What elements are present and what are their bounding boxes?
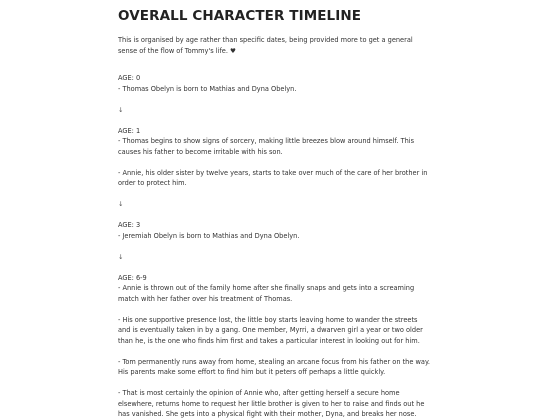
- spacer: [118, 115, 430, 126]
- spacer: [118, 189, 430, 200]
- timeline-item: - Thomas Obelyn is born to Mathias and Dyna Obelyn.: [118, 84, 297, 93]
- spacer: [118, 346, 430, 357]
- age-heading: AGE: 6-9: [118, 273, 147, 282]
- spacer: [118, 94, 430, 105]
- timeline: [118, 73, 430, 420]
- timeline-item: - Annie is thrown out of the family home after she finally snaps and gets into a screaming match with her father over his treatment of Thomas.: [118, 284, 415, 303]
- spacer: [118, 241, 430, 252]
- age-heading: AGE: 0: [118, 74, 141, 82]
- age-heading: AGE: 3: [118, 221, 141, 229]
- age-heading: AGE: 1: [118, 126, 141, 135]
- timeline-section-age-1: [118, 126, 430, 189]
- timeline-item: - That is most certainly the opinion of Annie who, after getting herself a secure home elsewhere, returns home to request her little brother is given to her to raise and finds out he has vanished. She gets into a physical fight with their mother, Dyna, and breaks her nose.: [118, 389, 425, 418]
- down-arrow-icon: ↓: [118, 252, 124, 261]
- timeline-item: - Thomas begins to show signs of sorcery, making little breezes blow around himself. This causes his father to become irritable with his son.: [118, 137, 415, 156]
- spacer: [118, 157, 430, 168]
- page-title: OVERALL CHARACTER TIMELINE: [118, 8, 362, 24]
- spacer: [118, 210, 430, 221]
- spacer: [118, 378, 430, 389]
- timeline-item: - His one supportive presence lost, the little boy starts leaving home to wander the streets and is eventually taken in by a gang. One member, Myrri, a dwarven girl a year or two older than he, is the one who finds him first and takes a particular interest in looking out for him.: [118, 315, 423, 345]
- spacer: [118, 262, 430, 273]
- timeline-item: - Annie, his older sister by twelve years, starts to take over much of the care of her brother in order to protect him.: [118, 168, 428, 187]
- down-arrow-icon: ↓: [118, 200, 124, 208]
- timeline-item: - Tom permanently runs away from home, stealing an arcane focus from his father on the way. His parents make some effort to find him but it peters off perhaps a little quickly.: [118, 357, 431, 376]
- timeline-section-age-6-9: [118, 273, 430, 420]
- spacer: [118, 304, 430, 315]
- intro-paragraph: This is organised by age rather than specific dates, being provided more to get a general sense of the flow of Tommy's life. ♥: [118, 36, 413, 55]
- timeline-item: - Jeremiah Obelyn is born to Mathias and Dyna Obelyn.: [118, 231, 300, 240]
- timeline-section-age-0: [118, 73, 430, 94]
- timeline-section-age-3: [118, 220, 430, 241]
- down-arrow-icon: ↓: [118, 105, 124, 114]
